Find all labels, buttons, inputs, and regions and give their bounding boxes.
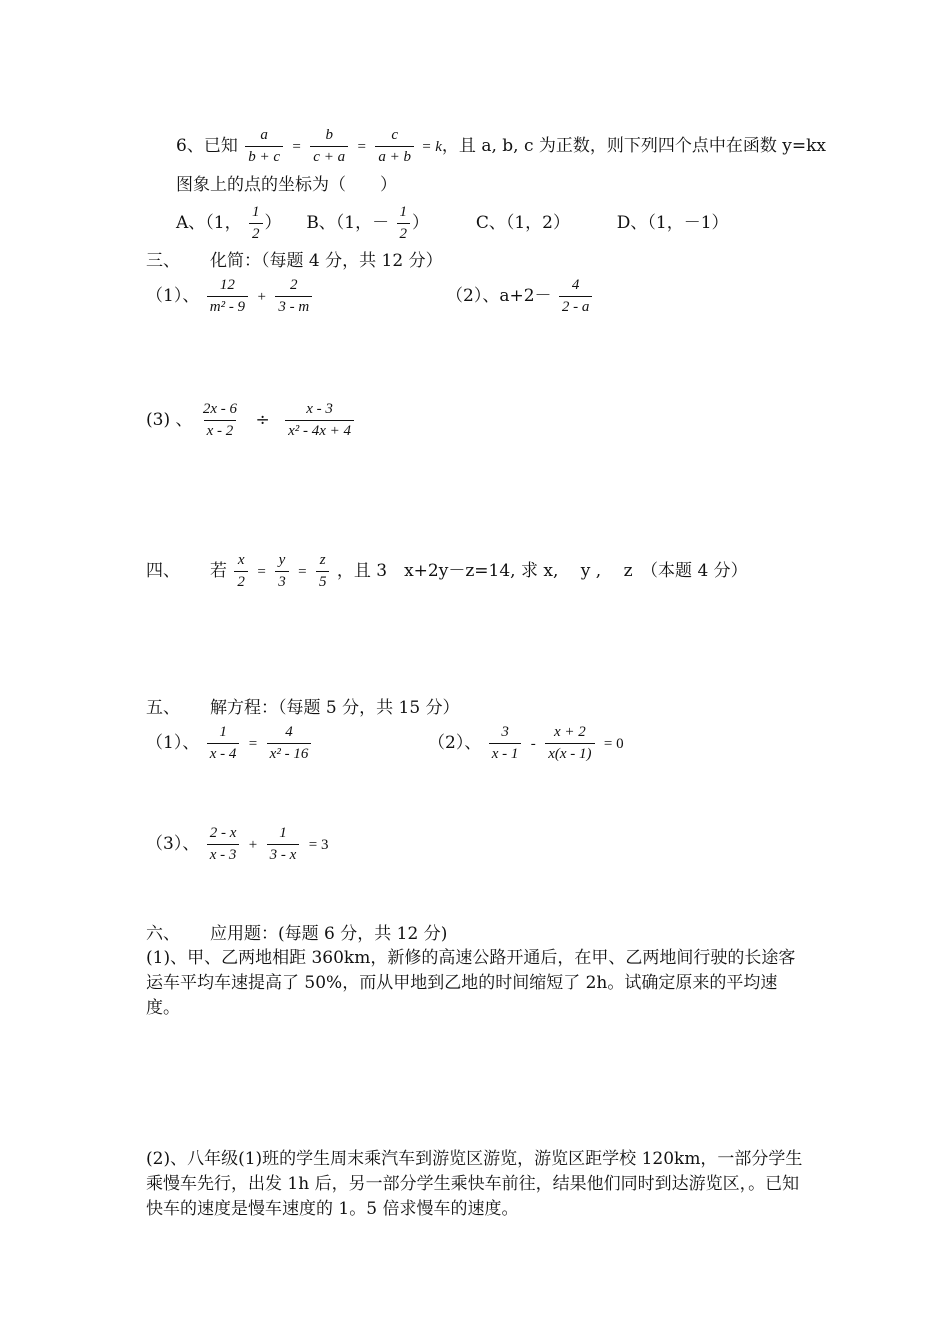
equals-sign: = bbox=[298, 564, 307, 580]
q6-prefix: 6、已知 bbox=[176, 136, 238, 156]
denominator: 3 - m bbox=[275, 296, 312, 315]
s6-problem-2: (2)、八年级(1)班的学生周末乘汽车到游览区游览，游览区距学校 120km，一部分学生乘慢车先行，出发 1h 后，另一部分学生乘快车前往，结果他们同时到达游览区，。已知快车的速度是慢车速度的 1。5 倍求慢车的速度。 bbox=[146, 1149, 803, 1219]
s4-suffix: ，且 3 x+2y－z=14, 求 x, y , z （本题 4 分） bbox=[336, 561, 748, 581]
fraction bbox=[207, 725, 240, 762]
s5-problem-3 bbox=[146, 826, 330, 863]
problem-label: （2）、a+2－ bbox=[446, 286, 552, 306]
fraction bbox=[316, 553, 330, 590]
equals-sign: = bbox=[292, 139, 301, 155]
section-4 bbox=[146, 553, 748, 590]
q6-line2: 图象上的点的坐标为（ ） bbox=[176, 175, 397, 195]
divide-sign: ÷ bbox=[255, 410, 270, 430]
denominator: 3 bbox=[275, 571, 289, 590]
section-6-heading bbox=[146, 926, 447, 943]
minus-sign: - bbox=[530, 736, 536, 752]
problem-label: (3) 、 bbox=[146, 410, 193, 430]
fraction bbox=[249, 205, 263, 242]
section-number: 五、 bbox=[146, 698, 180, 718]
s3-problem-2 bbox=[446, 278, 594, 315]
fraction bbox=[559, 278, 593, 315]
section-3-heading bbox=[146, 253, 443, 270]
numerator: 1 bbox=[399, 204, 408, 220]
problem-label: （2）、 bbox=[428, 733, 482, 753]
fraction bbox=[267, 826, 300, 863]
equation-rhs: = 0 bbox=[603, 736, 624, 752]
numerator: a bbox=[260, 127, 268, 143]
q6-options bbox=[176, 205, 729, 242]
equals-sign: = bbox=[257, 564, 266, 580]
section-5-heading bbox=[146, 700, 460, 717]
fraction bbox=[200, 402, 240, 439]
section-number: 六、 bbox=[146, 924, 180, 944]
numerator: 4 bbox=[285, 724, 293, 740]
fraction bbox=[207, 826, 240, 863]
numerator: 2x - 6 bbox=[202, 401, 238, 417]
denominator: x - 1 bbox=[489, 743, 522, 762]
numerator: y bbox=[278, 552, 286, 568]
s6-problem-1: (1)、甲、乙两地相距 360km，新修的高速公路开通后，在甲、乙两地间行驶的长途客运车平均车速提高了 50%，而从甲地到乙地的时间缩短了 2h。试确定原来的平均速度。 bbox=[146, 948, 796, 1018]
fraction bbox=[397, 205, 411, 242]
q6-suffix: ，且 a, b, c 为正数，则下列四个点中在函数 y=kx bbox=[441, 136, 827, 156]
fraction bbox=[267, 725, 312, 762]
denominator: x - 4 bbox=[207, 743, 240, 762]
fraction bbox=[234, 553, 248, 590]
problem-label: （3）、 bbox=[146, 834, 200, 854]
k-term: = k bbox=[421, 139, 442, 155]
fraction bbox=[310, 128, 348, 165]
fraction bbox=[245, 128, 283, 165]
denominator: 2 - a bbox=[559, 296, 593, 315]
numerator: 3 bbox=[501, 724, 509, 740]
problem-label: （1）、 bbox=[146, 286, 200, 306]
denominator: x - 2 bbox=[204, 420, 237, 439]
numerator: 4 bbox=[571, 277, 580, 293]
s5-problem-1 bbox=[146, 725, 313, 762]
s5-problem-2 bbox=[428, 725, 626, 762]
fraction bbox=[275, 278, 312, 315]
numerator: 1 bbox=[279, 825, 287, 841]
plus-sign: + bbox=[257, 289, 266, 305]
option-c: C、（1，2） bbox=[475, 213, 570, 233]
numerator: 12 bbox=[219, 277, 235, 293]
option-d: D、（1，－1） bbox=[616, 213, 729, 233]
equals-sign: = bbox=[248, 736, 258, 752]
denominator: a + b bbox=[375, 146, 414, 165]
denominator: 2 bbox=[249, 223, 263, 242]
section-title: 解方程：（每题 5 分，共 15 分） bbox=[210, 698, 460, 718]
option-a-label: A、（1， bbox=[176, 213, 242, 233]
denominator: x² - 16 bbox=[267, 743, 312, 762]
plus-sign: + bbox=[248, 837, 258, 853]
numerator: x bbox=[237, 552, 245, 568]
s4-prefix: 若 bbox=[210, 561, 227, 581]
section-number: 四、 bbox=[146, 561, 180, 581]
denominator: 2 bbox=[397, 223, 411, 242]
numerator: c bbox=[391, 127, 398, 143]
numerator: 1 bbox=[219, 724, 227, 740]
numerator: 2 - x bbox=[209, 825, 237, 841]
section-title: 应用题：(每题 6 分，共 12 分) bbox=[210, 924, 448, 944]
option-a-close: ） bbox=[264, 213, 282, 233]
option-b-label: B、（1，－ bbox=[306, 213, 390, 233]
numerator: x - 3 bbox=[306, 401, 333, 417]
denominator: x - 3 bbox=[207, 844, 240, 863]
fraction bbox=[207, 278, 248, 315]
equation-rhs: = 3 bbox=[308, 837, 329, 853]
s3-problem-1 bbox=[146, 278, 314, 315]
section-title: 化简：（每题 4 分，共 12 分） bbox=[210, 251, 443, 271]
denominator: 5 bbox=[316, 571, 330, 590]
fraction bbox=[285, 402, 354, 439]
denominator: 2 bbox=[234, 571, 248, 590]
numerator: z bbox=[319, 552, 326, 568]
problem-label: （1）、 bbox=[146, 733, 200, 753]
denominator: c + a bbox=[310, 146, 348, 165]
denominator: 3 - x bbox=[267, 844, 300, 863]
denominator: x² - 4x + 4 bbox=[285, 420, 354, 439]
numerator: b bbox=[325, 127, 333, 143]
fraction bbox=[489, 725, 522, 762]
equals-sign: = bbox=[357, 139, 366, 155]
numerator: 1 bbox=[252, 204, 260, 220]
fraction bbox=[545, 725, 594, 762]
numerator: x + 2 bbox=[553, 724, 586, 740]
section-number: 三、 bbox=[146, 251, 180, 271]
s3-problem-3 bbox=[146, 402, 356, 439]
numerator: 2 bbox=[290, 277, 298, 293]
fraction bbox=[275, 553, 289, 590]
denominator: b + c bbox=[245, 146, 283, 165]
option-b-close: ） bbox=[412, 213, 430, 233]
denominator: x(x - 1) bbox=[545, 743, 594, 762]
fraction bbox=[375, 128, 414, 165]
q6-line1 bbox=[176, 128, 826, 165]
denominator: m² - 9 bbox=[207, 296, 248, 315]
